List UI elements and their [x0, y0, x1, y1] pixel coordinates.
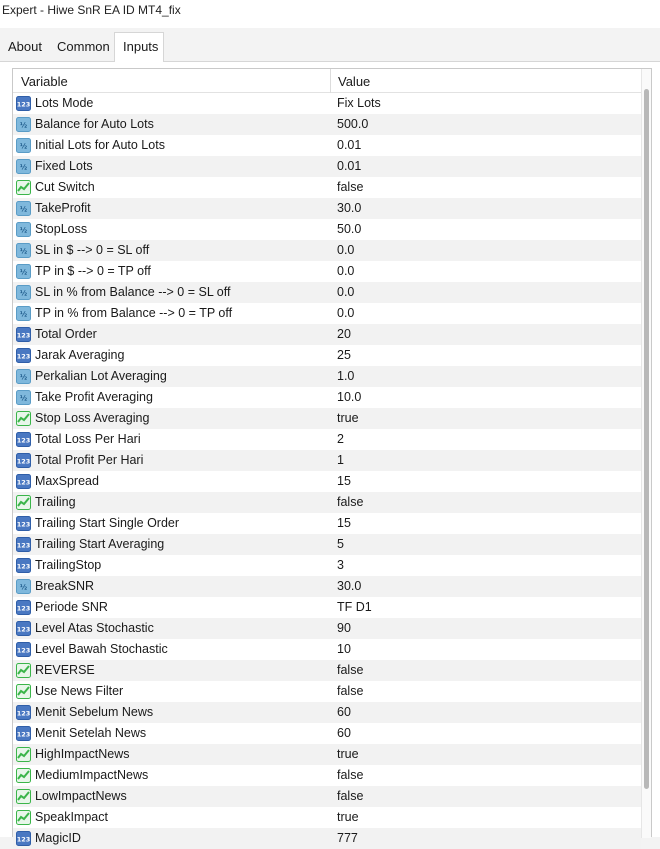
variable-cell: [13, 177, 331, 198]
svg-text:½: ½: [19, 373, 28, 382]
svg-text:½: ½: [19, 289, 28, 298]
table-row[interactable]: [13, 597, 641, 618]
variable-name: MagicID: [35, 831, 81, 845]
double-icon: [16, 117, 31, 132]
svg-text:½: ½: [19, 310, 28, 319]
variable-cell: [13, 345, 331, 366]
tab-common[interactable]: Common: [57, 39, 110, 54]
bool-icon: [16, 411, 31, 426]
int-icon: [16, 327, 31, 342]
int-icon: [16, 474, 31, 489]
table-row[interactable]: [13, 345, 641, 366]
value-cell[interactable]: 500.0: [337, 117, 369, 131]
svg-text:½: ½: [19, 583, 28, 592]
double-icon: [16, 285, 31, 300]
variable-cell: [13, 744, 331, 765]
svg-text:123: 123: [16, 100, 31, 109]
variable-name: REVERSE: [35, 663, 95, 677]
column-header-value[interactable]: Value: [338, 74, 371, 89]
variable-name: MaxSpread: [35, 474, 99, 488]
value-cell[interactable]: 10.0: [337, 390, 362, 404]
table-row[interactable]: [13, 408, 641, 429]
int-icon: [16, 558, 31, 573]
table-row[interactable]: [13, 429, 641, 450]
table-row[interactable]: [13, 744, 641, 765]
variable-name: TP in % from Balance --> 0 = TP off: [35, 306, 233, 320]
double-icon: [16, 306, 31, 321]
table-row[interactable]: [13, 450, 641, 471]
variable-name: Cut Switch: [35, 180, 95, 194]
variable-name: Stop Loss Averaging: [35, 411, 150, 425]
variable-cell: [13, 387, 331, 408]
variable-name: SL in % from Balance --> 0 = SL off: [35, 285, 231, 299]
variable-name: Balance for Auto Lots: [35, 117, 154, 131]
value-cell[interactable]: false: [337, 495, 364, 509]
variable-cell: [13, 786, 331, 807]
svg-text:½: ½: [19, 394, 28, 403]
int-icon: [16, 705, 31, 720]
double-icon: [16, 222, 31, 237]
variable-cell: [13, 576, 331, 597]
variable-cell: [13, 765, 331, 786]
svg-text:123: 123: [16, 478, 31, 487]
variable-name: SL in $ --> 0 = SL off: [35, 243, 150, 257]
table-row[interactable]: [13, 303, 641, 324]
variable-cell: [13, 681, 331, 702]
svg-text:½: ½: [19, 268, 28, 277]
variable-name: MediumImpactNews: [35, 768, 149, 782]
variable-name: Total Loss Per Hari: [35, 432, 141, 446]
value-cell[interactable]: 15: [337, 516, 351, 530]
table-row[interactable]: [13, 324, 641, 345]
value-cell[interactable]: 1.0: [337, 369, 355, 383]
svg-text:123: 123: [16, 604, 31, 613]
variable-cell: [13, 429, 331, 450]
table-row[interactable]: [13, 681, 641, 702]
variable-cell: [13, 219, 331, 240]
table-row[interactable]: [13, 702, 641, 723]
bool-icon: [16, 663, 31, 678]
variable-cell: [13, 261, 331, 282]
table-row[interactable]: [13, 282, 641, 303]
variable-cell: [13, 93, 331, 114]
value-cell[interactable]: Fix Lots: [337, 96, 381, 110]
table-row[interactable]: [13, 828, 641, 849]
table-row[interactable]: [13, 639, 641, 660]
value-cell[interactable]: 0.01: [337, 138, 362, 152]
table-row[interactable]: [13, 387, 641, 408]
variable-cell: [13, 828, 331, 849]
svg-text:½: ½: [19, 121, 28, 130]
value-cell[interactable]: true: [337, 747, 359, 761]
variable-name: SpeakImpact: [35, 810, 108, 824]
table-row[interactable]: [13, 555, 641, 576]
variable-name: Menit Setelah News: [35, 726, 147, 740]
int-icon: [16, 831, 31, 846]
variable-name: Take Profit Averaging: [35, 390, 153, 404]
variable-cell: [13, 324, 331, 345]
value-cell[interactable]: 50.0: [337, 222, 362, 236]
value-cell[interactable]: false: [337, 789, 364, 803]
svg-text:123: 123: [16, 562, 31, 571]
table-row[interactable]: [13, 471, 641, 492]
variable-name: Jarak Averaging: [35, 348, 125, 362]
variable-cell: [13, 114, 331, 135]
bool-icon: [16, 495, 31, 510]
grid-header: [13, 69, 651, 93]
bool-icon: [16, 180, 31, 195]
value-cell[interactable]: 0.0: [337, 243, 355, 257]
value-cell[interactable]: false: [337, 684, 364, 698]
value-cell[interactable]: 20: [337, 327, 351, 341]
variable-cell: [13, 450, 331, 471]
value-cell[interactable]: 15: [337, 474, 351, 488]
variable-name: Fixed Lots: [35, 159, 93, 173]
grid-rows: [13, 93, 641, 849]
table-row[interactable]: [13, 660, 641, 681]
value-cell[interactable]: 60: [337, 705, 351, 719]
variable-cell: [13, 240, 331, 261]
svg-text:123: 123: [16, 352, 31, 361]
bool-icon: [16, 768, 31, 783]
variable-cell: [13, 618, 331, 639]
variable-name: StopLoss: [35, 222, 88, 236]
int-icon: [16, 348, 31, 363]
double-icon: [16, 201, 31, 216]
table-row[interactable]: [13, 786, 641, 807]
double-icon: [16, 243, 31, 258]
table-row[interactable]: [13, 198, 641, 219]
bool-icon: [16, 684, 31, 699]
table-row[interactable]: [13, 156, 641, 177]
int-icon: [16, 600, 31, 615]
svg-text:123: 123: [16, 730, 31, 739]
bool-icon: [16, 789, 31, 804]
value-cell[interactable]: 1: [337, 453, 344, 467]
value-cell[interactable]: 0.0: [337, 306, 355, 320]
svg-text:½: ½: [19, 142, 28, 151]
int-icon: [16, 621, 31, 636]
column-header-variable[interactable]: Variable: [13, 69, 331, 93]
bool-icon: [16, 810, 31, 825]
tab-inputs[interactable]: Inputs: [114, 32, 164, 63]
variable-cell: [13, 156, 331, 177]
value-cell[interactable]: 30.0: [337, 579, 362, 593]
svg-text:123: 123: [16, 625, 31, 634]
value-cell[interactable]: 30.0: [337, 201, 362, 215]
table-row[interactable]: [13, 534, 641, 555]
svg-text:123: 123: [16, 331, 31, 340]
value-cell[interactable]: false: [337, 180, 364, 194]
value-cell[interactable]: 0.0: [337, 264, 355, 278]
variable-cell: [13, 597, 331, 618]
int-icon: [16, 516, 31, 531]
vertical-scrollbar[interactable]: [641, 69, 651, 838]
variable-name: TP in $ --> 0 = TP off: [35, 264, 151, 278]
svg-text:123: 123: [16, 520, 31, 529]
int-icon: [16, 453, 31, 468]
value-cell[interactable]: true: [337, 411, 359, 425]
value-cell[interactable]: 25: [337, 348, 351, 362]
table-row[interactable]: [13, 513, 641, 534]
table-row[interactable]: [13, 114, 641, 135]
value-cell[interactable]: 10: [337, 642, 351, 656]
int-icon: [16, 96, 31, 111]
variable-name: Periode SNR: [35, 600, 108, 614]
variable-cell: [13, 660, 331, 681]
variable-name: Lots Mode: [35, 96, 94, 110]
variable-name: BreakSNR: [35, 579, 95, 593]
value-cell[interactable]: 0.01: [337, 159, 362, 173]
table-row[interactable]: [13, 366, 641, 387]
variable-cell: [13, 198, 331, 219]
svg-text:½: ½: [19, 205, 28, 214]
inputs-panel: [0, 62, 660, 845]
table-row[interactable]: [13, 723, 641, 744]
table-row[interactable]: [13, 576, 641, 597]
window-title: Expert - Hiwe SnR EA ID MT4_fix: [0, 0, 660, 28]
double-icon: [16, 390, 31, 405]
scrollbar-thumb[interactable]: [644, 89, 649, 789]
svg-text:½: ½: [19, 163, 28, 172]
value-cell[interactable]: 5: [337, 537, 344, 551]
table-row[interactable]: [13, 240, 641, 261]
value-cell[interactable]: 60: [337, 726, 351, 740]
variable-name: Trailing Start Single Order: [35, 516, 180, 530]
svg-text:½: ½: [19, 247, 28, 256]
double-icon: [16, 159, 31, 174]
variable-name: Initial Lots for Auto Lots: [35, 138, 165, 152]
value-cell[interactable]: 2: [337, 432, 344, 446]
value-cell[interactable]: 90: [337, 621, 351, 635]
variable-name: Level Bawah Stochastic: [35, 642, 168, 656]
svg-text:123: 123: [16, 436, 31, 445]
variable-cell: [13, 534, 331, 555]
value-cell[interactable]: false: [337, 768, 364, 782]
table-row[interactable]: [13, 765, 641, 786]
variable-cell: [13, 282, 331, 303]
variable-name: Level Atas Stochastic: [35, 621, 154, 635]
variable-name: Use News Filter: [35, 684, 124, 698]
inputs-grid: [12, 68, 652, 845]
variable-cell: [13, 513, 331, 534]
value-cell[interactable]: 3: [337, 558, 344, 572]
variable-cell: [13, 408, 331, 429]
table-row[interactable]: [13, 618, 641, 639]
int-icon: [16, 537, 31, 552]
double-icon: [16, 369, 31, 384]
table-row[interactable]: [13, 177, 641, 198]
svg-text:123: 123: [16, 457, 31, 466]
svg-text:123: 123: [16, 835, 31, 844]
variable-cell: [13, 135, 331, 156]
double-icon: [16, 579, 31, 594]
variable-name: Trailing Start Averaging: [35, 537, 165, 551]
svg-text:123: 123: [16, 541, 31, 550]
table-row[interactable]: [13, 261, 641, 282]
variable-cell: [13, 471, 331, 492]
tab-bar: [0, 28, 660, 62]
variable-name: Perkalian Lot Averaging: [35, 369, 167, 383]
variable-name: HighImpactNews: [35, 747, 130, 761]
int-icon: [16, 726, 31, 741]
variable-name: Trailing: [35, 495, 76, 509]
table-row[interactable]: [13, 492, 641, 513]
variable-name: Total Profit Per Hari: [35, 453, 144, 467]
table-row[interactable]: [13, 219, 641, 240]
value-cell[interactable]: true: [337, 810, 359, 824]
int-icon: [16, 642, 31, 657]
variable-name: TakeProfit: [35, 201, 91, 215]
variable-cell: [13, 639, 331, 660]
double-icon: [16, 264, 31, 279]
double-icon: [16, 138, 31, 153]
svg-text:123: 123: [16, 709, 31, 718]
value-cell[interactable]: false: [337, 663, 364, 677]
svg-text:½: ½: [19, 226, 28, 235]
tab-about[interactable]: About: [8, 39, 42, 54]
variable-cell: [13, 723, 331, 744]
variable-cell: [13, 702, 331, 723]
value-cell[interactable]: 777: [337, 831, 358, 845]
bool-icon: [16, 747, 31, 762]
table-row[interactable]: [13, 93, 641, 114]
table-row[interactable]: [13, 807, 641, 828]
value-cell[interactable]: 0.0: [337, 285, 355, 299]
variable-name: Menit Sebelum News: [35, 705, 154, 719]
variable-cell: [13, 303, 331, 324]
variable-name: Total Order: [35, 327, 97, 341]
variable-cell: [13, 807, 331, 828]
int-icon: [16, 432, 31, 447]
svg-text:123: 123: [16, 646, 31, 655]
variable-name: LowImpactNews: [35, 789, 127, 803]
variable-cell: [13, 366, 331, 387]
variable-cell: [13, 555, 331, 576]
variable-cell: [13, 492, 331, 513]
table-row[interactable]: [13, 135, 641, 156]
value-cell[interactable]: TF D1: [337, 600, 372, 614]
variable-name: TrailingStop: [35, 558, 102, 572]
